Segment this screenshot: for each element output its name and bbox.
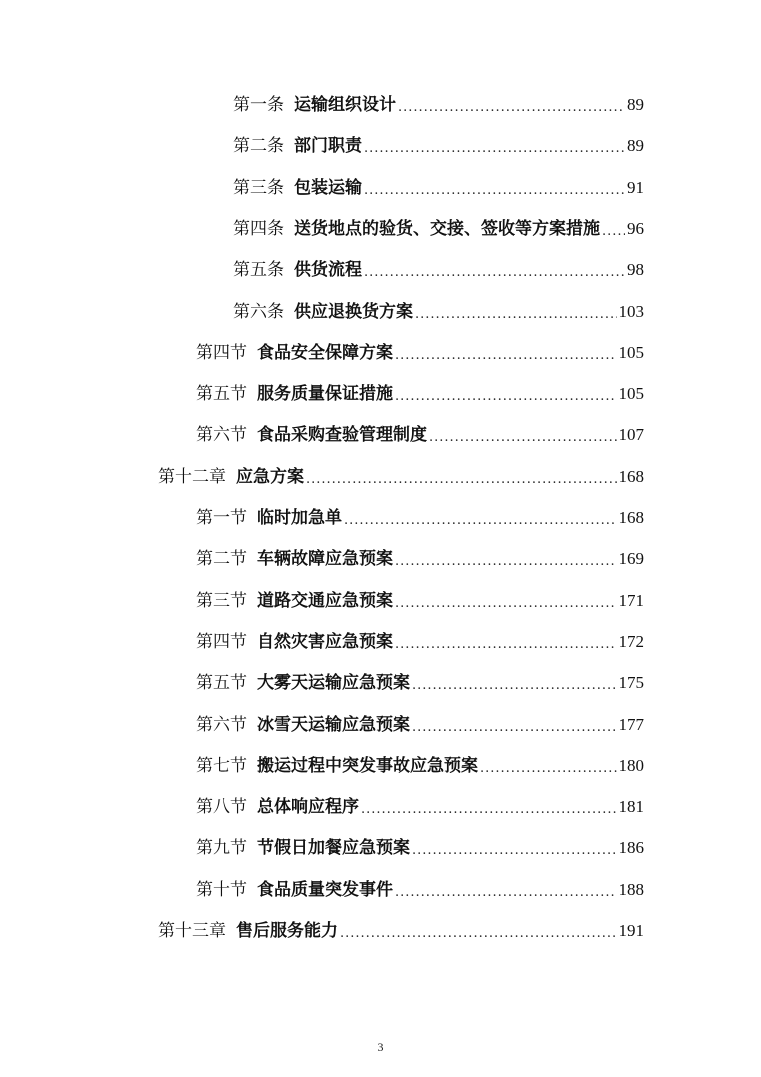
toc-entry-title: 冰雪天运输应急预案: [257, 714, 410, 735]
toc-dot-leader: [395, 348, 617, 364]
toc-entry-title: 应急方案: [236, 466, 304, 487]
toc-entry-title: 食品安全保障方案: [257, 342, 393, 363]
toc-entry-title: 临时加急单: [257, 508, 342, 528]
toc-entry-page: 168: [618, 508, 644, 527]
toc-entry-title: 大雾天运输应急预案: [257, 673, 410, 694]
toc-dot-leader: [395, 885, 617, 901]
toc-entry-page: 175: [618, 673, 644, 693]
toc-entry-number: 第八节: [196, 797, 247, 818]
toc-entry-page: 107: [618, 425, 644, 445]
toc-entry-page: 103: [618, 301, 644, 321]
toc-entry[interactable]: [196, 710, 644, 736]
toc-dot-leader: [602, 224, 625, 240]
toc-entry-page: 172: [618, 631, 644, 651]
toc-entry-title: 食品质量突发事件: [257, 879, 393, 900]
toc-entry[interactable]: [233, 255, 644, 281]
toc-entry-title: 自然灾害应急预案: [257, 631, 393, 652]
toc-entry-number: 第二条: [233, 136, 284, 157]
toc-dot-leader: [412, 678, 617, 694]
toc-dot-leader: [429, 430, 617, 446]
toc-entry-page: 96: [627, 218, 644, 238]
toc-entry[interactable]: [196, 751, 644, 777]
toc-dot-leader: [395, 389, 617, 405]
toc-dot-leader: [364, 265, 625, 281]
toc-entry-page: 105: [618, 342, 644, 362]
toc-entry[interactable]: [158, 916, 644, 942]
toc-entry-page: 105: [618, 384, 644, 404]
toc-entry-title: 供货流程: [294, 260, 362, 281]
toc-entry[interactable]: [158, 462, 644, 488]
toc-entry[interactable]: [196, 875, 644, 901]
toc-entry-number: 第五节: [196, 384, 247, 405]
toc-entry-number: 第九节: [196, 838, 247, 859]
toc-entry[interactable]: [196, 338, 644, 364]
toc-entry-page: 89: [627, 136, 644, 156]
toc-entry-number: 第五节: [196, 673, 247, 694]
toc-entry-number: 第七节: [196, 755, 247, 776]
toc-entry-title: 运输组织设计: [294, 95, 396, 115]
toc-dot-leader: [340, 926, 617, 942]
toc-entry-number: 第十节: [196, 879, 247, 900]
toc-entry-title: 节假日加餐应急预案: [257, 838, 410, 859]
toc-entry[interactable]: [196, 379, 644, 405]
toc-dot-leader: [306, 472, 617, 488]
toc-entry-number: 第三节: [196, 590, 247, 611]
toc-entry-page: 188: [618, 879, 644, 899]
toc-entry-number: 第六节: [196, 425, 247, 446]
toc-dot-leader: [480, 761, 617, 777]
toc-entry[interactable]: [196, 668, 644, 694]
toc-entry-title: 总体响应程序: [257, 797, 359, 818]
toc-entry-number: 第二节: [196, 549, 247, 570]
toc-entry-number: 第六节: [196, 714, 247, 735]
toc-entry-title: 车辆故障应急预案: [257, 549, 393, 570]
toc-dot-leader: [415, 307, 617, 323]
toc-entry-title: 供应退换货方案: [294, 301, 413, 322]
toc-dot-leader: [364, 141, 625, 157]
toc-entry-title: 部门职责: [294, 136, 362, 157]
toc-entry-title: 售后服务能力: [236, 921, 338, 941]
toc-entry-title: 食品采购查验管理制度: [257, 425, 427, 446]
toc-dot-leader: [412, 843, 617, 859]
toc-entry-page: 168: [618, 466, 644, 486]
toc-entry[interactable]: [233, 131, 644, 157]
toc-entry-number: 第三条: [233, 177, 284, 198]
toc-entry-number: 第五条: [233, 260, 284, 281]
toc-entry-number: 第四条: [233, 218, 284, 239]
toc-entry[interactable]: [196, 586, 644, 612]
toc-dot-leader: [412, 720, 617, 736]
toc-entry[interactable]: [196, 420, 644, 446]
toc-entry-page: 177: [618, 714, 644, 734]
toc-entry-page: 181: [618, 797, 644, 817]
toc-entry[interactable]: [196, 503, 644, 529]
toc-dot-leader: [344, 513, 617, 529]
toc-dot-leader: [398, 100, 625, 116]
toc-entry-number: 第四节: [196, 342, 247, 363]
toc-entry-title: 包装运输: [294, 177, 362, 198]
toc-entry[interactable]: [233, 173, 644, 199]
toc-entry-title: 送货地点的验货、交接、签收等方案措施: [294, 218, 600, 239]
toc-dot-leader: [364, 183, 625, 199]
toc-entry-number: 第四节: [196, 631, 247, 652]
toc-entry[interactable]: [233, 90, 644, 116]
toc-entry[interactable]: [196, 544, 644, 570]
toc-entry-title: 服务质量保证措施: [257, 384, 393, 405]
toc-dot-leader: [395, 596, 617, 612]
toc-entry-page: 191: [618, 921, 644, 940]
toc-entry-title: 搬运过程中突发事故应急预案: [257, 755, 478, 776]
toc-entry[interactable]: [196, 627, 644, 653]
toc-entry-page: 98: [627, 260, 644, 280]
toc-entry-number: 第一节: [196, 508, 247, 528]
toc-dot-leader: [395, 554, 617, 570]
toc-entry-page: 180: [618, 755, 644, 775]
toc-entry-number: 第十二章: [158, 466, 226, 487]
toc-entry[interactable]: [196, 792, 644, 818]
toc-entry[interactable]: [233, 214, 644, 240]
toc-dot-leader: [361, 802, 617, 818]
page-number: 3: [377, 1040, 384, 1054]
toc-entry-page: 169: [618, 549, 644, 569]
toc-entry-number: 第六条: [233, 301, 284, 322]
toc-entry-page: 171: [618, 590, 644, 610]
toc-entry[interactable]: [233, 297, 644, 323]
toc-entry[interactable]: [196, 833, 644, 859]
toc-entry-title: 道路交通应急预案: [257, 590, 393, 611]
toc-entry-number: 第一条: [233, 95, 284, 115]
toc-entry-number: 第十三章: [158, 921, 226, 941]
toc-entry-page: 186: [618, 838, 644, 858]
toc-dot-leader: [395, 637, 617, 653]
toc-entry-page: 91: [627, 177, 644, 197]
toc-entry-page: 89: [627, 95, 644, 114]
